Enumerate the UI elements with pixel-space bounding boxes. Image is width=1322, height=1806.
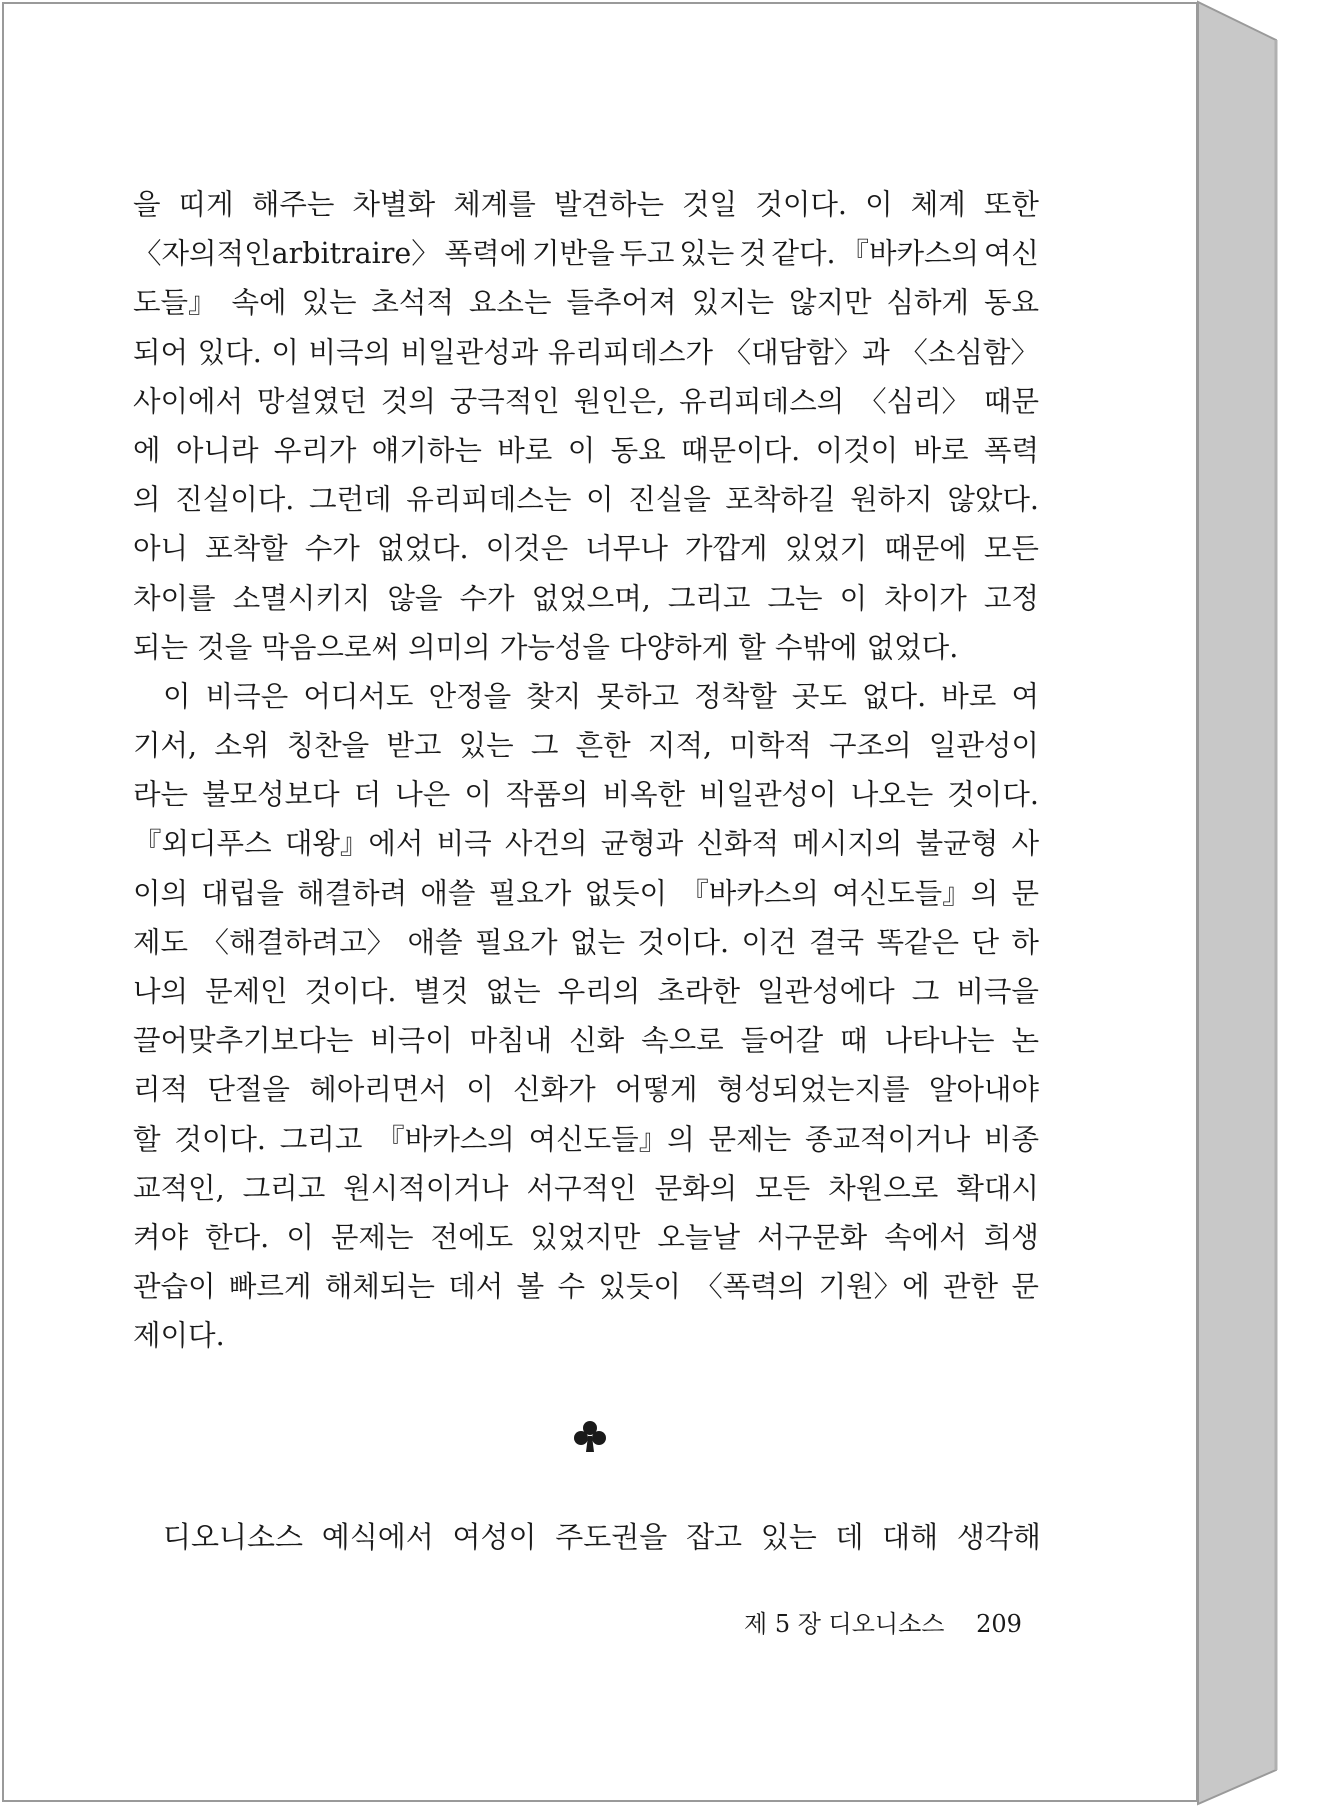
text-line: 도들』 속에 있는 초석적 요소는 들추어져 있지는 않지만 심하게 동요 <box>133 286 1039 320</box>
text-line: 이의 대립을 해결하려 애쓸 필요가 없듯이 『바카스의 여신도들』의 문 <box>133 876 1039 910</box>
text-line: 나의 문제인 것이다. 별것 없는 우리의 초라한 일관성에다 그 비극을 <box>133 975 1039 1008</box>
text-line: 제도 〈해결하려고〉 애쓸 필요가 없는 것이다. 이건 결국 똑같은 단 하 <box>133 925 1039 959</box>
text-line: 리적 단절을 헤아리면서 이 신화가 어떻게 형성되었는지를 알아내야 <box>133 1073 1039 1107</box>
text-line: 끌어맞추기보다는 비극이 마침내 신화 속으로 들어갈 때 나타나는 논 <box>133 1024 1039 1058</box>
text-line: 교적인, 그리고 원시적이거나 서구적인 문화의 모든 차원으로 확대시 <box>133 1171 1039 1205</box>
text-line: 되는 것을 막음으로써 의미의 가능성을 다양하게 할 수밖에 없었다. <box>133 630 959 664</box>
text-line: 〈자의적인arbitraire〉 폭력에 기반을 두고 있는 것 같다. 『바카스의 여신 <box>133 237 1039 271</box>
text-line: 에 아니라 우리가 얘기하는 바로 이 동요 때문이다. 이것이 바로 폭력 <box>133 433 1039 467</box>
body-text <box>133 180 1039 1361</box>
text-line: 되어 있다. 이 비극의 비일관성과 유리피데스가 〈대담함〉과 〈소심함〉 <box>133 335 1039 369</box>
page-number: 209 <box>976 1610 1022 1638</box>
text-line: 라는 불모성보다 더 나은 이 작품의 비옥한 비일관성이 나오는 것이다. <box>133 778 1039 812</box>
text-line: 사이에서 망설였던 것의 궁극적인 원인은, 유리피데스의 〈심리〉 때문 <box>133 384 1039 418</box>
club-icon <box>572 1418 608 1458</box>
page-footer <box>744 1604 1022 1639</box>
text-line: 아니 포착할 수가 없었다. 이것은 너무나 가깝게 있었기 때문에 모든 <box>133 532 1039 566</box>
text-line: 제이다. <box>133 1319 225 1353</box>
text-line: 관습이 빠르게 해체되는 데서 볼 수 있듯이 〈폭력의 기원〉에 관한 문 <box>133 1270 1039 1304</box>
chapter-title: 제 5 장 디오니소스 <box>744 1610 945 1638</box>
text-line: 이 비극은 어디서도 안정을 찾지 못하고 정착할 곳도 없다. 바로 여 <box>163 679 1039 713</box>
text-line: 차이를 소멸시키지 않을 수가 없었으며, 그리고 그는 이 차이가 고정 <box>133 581 1039 615</box>
text-line: 켜야 한다. 이 문제는 전에도 있었지만 오늘날 서구문화 속에서 희생 <box>133 1220 1039 1254</box>
text-line: 『외디푸스 대왕』에서 비극 사건의 균형과 신화적 메시지의 불균형 사 <box>133 827 1039 861</box>
text-line: 을 띠게 해주는 차별화 체계를 발견하는 것일 것이다. 이 체계 또한 <box>133 188 1039 221</box>
text-line: 기서, 소위 칭찬을 받고 있는 그 흔한 지적, 미학적 구조의 일관성이 <box>133 729 1039 763</box>
text-line: 할 것이다. 그리고 『바카스의 여신도들』의 문제는 종교적이거나 비종 <box>133 1122 1039 1156</box>
text-line: 의 진실이다. 그런데 유리피데스는 이 진실을 포착하길 원하지 않았다. <box>133 483 1039 517</box>
closing-line: 디오니소스 예식에서 여성이 주도권을 잡고 있는 데 대해 생각해 <box>163 1520 1041 1554</box>
